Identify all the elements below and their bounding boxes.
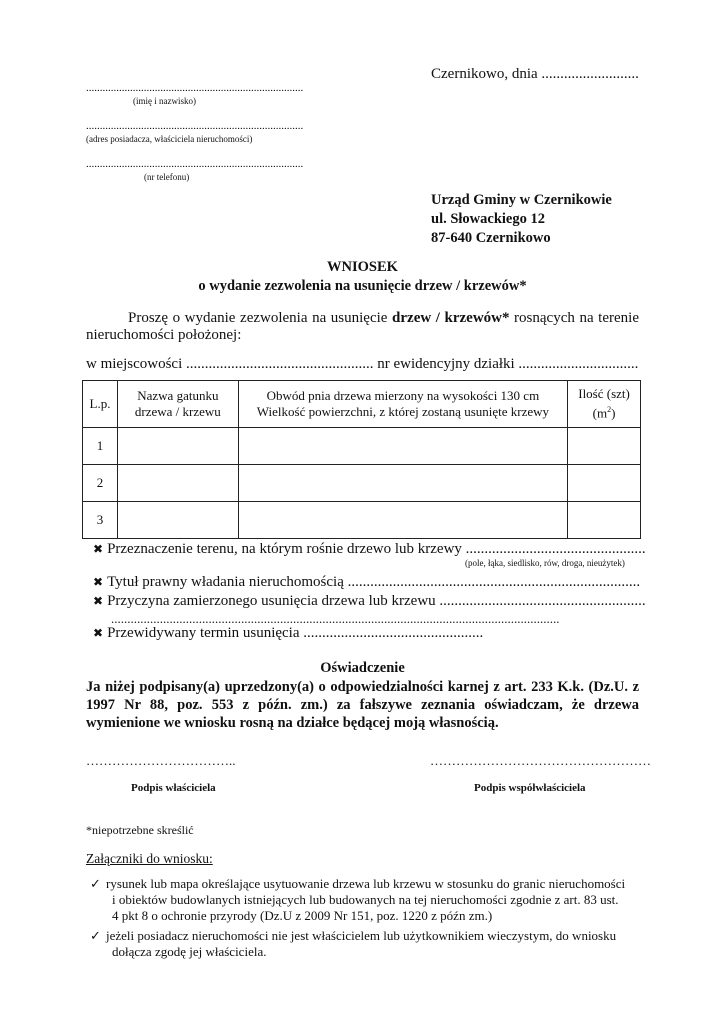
cross-mark-icon: ✖ <box>93 575 104 589</box>
owner-signature-line[interactable]: …………………………….. <box>86 753 236 768</box>
purpose-hint: (pole, łąka, siedlisko, rów, droga, nieużytek) <box>465 558 625 568</box>
quantity-cell[interactable] <box>568 428 641 465</box>
place-date-field[interactable]: Czernikowo, dnia .......................... <box>431 66 639 82</box>
legal-title-text: Tytuł prawny władania nieruchomością .............................................................................. <box>107 574 641 590</box>
table-row <box>83 465 641 502</box>
request-text-end: rosnących na terenie <box>509 310 639 326</box>
coowner-signature-label: Podpis współwłaściciela <box>474 782 586 794</box>
header-quantity-sup: 2 <box>607 405 612 415</box>
attachment-2-line-2: dołącza zgodę jej właściciela. <box>112 944 267 959</box>
list-item <box>90 876 650 924</box>
declaration-text: Ja niżej podpisany(a) uprzedzony(a) o odpowiedzialności karnej z art. 233 K.k. (Dz.U. z 1997 Nr 88, poz. 553 z późn. zm.) za fałszywe zeznania oświadczam, że drzewa wymienione we wniosku rosną na działce będącej moją własnością. <box>86 679 639 731</box>
coowner-signature-line[interactable]: …………………………………………… <box>430 753 651 768</box>
recipient-line-1: Urząd Gminy w Czernikowie <box>431 192 612 208</box>
header-quantity-close: ) <box>611 405 616 421</box>
request-paragraph <box>86 310 639 344</box>
list-item <box>90 928 650 960</box>
header-quantity-line-1: Ilość (szt) <box>578 386 630 402</box>
recipient-line-2: ul. Słowackiego 12 <box>431 211 545 227</box>
header-quantity-line-2 <box>568 402 640 421</box>
header-circumference-line-1: Obwód pnia drzewa mierzony na wysokości 130 cm <box>266 388 540 403</box>
cross-mark-icon: ✖ <box>93 594 104 608</box>
purpose-text: Przeznaczenie terenu, na którym rośnie drzewo lub krzewy ................................................ <box>107 541 646 557</box>
header-circumference <box>238 381 567 428</box>
term-field[interactable] <box>93 625 483 642</box>
species-cell[interactable] <box>117 465 238 502</box>
attachments-title: Załączniki do wniosku: <box>86 851 213 866</box>
circumference-cell[interactable] <box>238 428 567 465</box>
request-text-start: Proszę o wydanie zezwolenia na usunięcie <box>128 310 393 326</box>
header-lp: L.p. <box>83 381 118 428</box>
request-line-2: nieruchomości położonej: <box>86 327 242 343</box>
cross-mark-icon: ✖ <box>93 626 104 640</box>
check-mark-icon: ✓ <box>90 876 101 891</box>
table-row <box>83 502 641 539</box>
legal-title-field[interactable] <box>93 574 640 591</box>
term-text: Przewidywany termin usunięcia ................................................ <box>107 625 484 641</box>
purpose-field[interactable] <box>93 541 646 558</box>
attachment-2-line-1: jeżeli posiadacz nieruchomości nie jest właścicielem lub użytkownikiem wieczystym, do wniosku <box>106 928 617 943</box>
row-number: 2 <box>83 465 118 502</box>
name-field[interactable]: ............................................................................... <box>86 82 304 94</box>
request-line-1 <box>86 310 639 327</box>
header-species-line-1: Nazwa gatunku <box>137 388 219 403</box>
circumference-cell[interactable] <box>238 502 567 539</box>
phone-caption: (nr telefonu) <box>144 172 190 182</box>
footnote: *niepotrzebne skreślić <box>86 823 194 837</box>
species-cell[interactable] <box>117 502 238 539</box>
declaration-title: Oświadczenie <box>320 660 405 676</box>
location-field[interactable]: w miejscowości .................................................. nr ewidencyjny działki ................................ <box>86 356 639 372</box>
species-cell[interactable] <box>117 428 238 465</box>
recipient-line-3: 87-640 Czernikowo <box>431 230 551 246</box>
address-field[interactable]: ............................................................................... <box>86 120 304 132</box>
header-quantity-unit: (m <box>592 405 608 421</box>
header-species <box>117 381 238 428</box>
document-subtitle: o wydanie zezwolenia na usunięcie drzew / krzewów* <box>198 278 527 294</box>
reason-text: Przyczyna zamierzonego usunięcia drzewa lub krzewu ....................................................... <box>107 593 646 609</box>
cross-mark-icon: ✖ <box>93 542 104 556</box>
attachment-1-line-1: rysunek lub mapa określające usytuowanie drzewa lub krzewu w stosunku do granic nieruchomości <box>106 876 626 891</box>
recipient-address <box>431 191 612 248</box>
table-row <box>83 428 641 465</box>
owner-signature-label: Podpis właściciela <box>131 782 216 794</box>
name-caption: (imię i nazwisko) <box>133 96 196 106</box>
document-title: WNIOSEK <box>327 259 398 275</box>
header-species-line-2: drzewa / krzewu <box>134 404 221 419</box>
header-circumference-line-2: Wielkość powierzchni, z której zostaną usunięte krzewy <box>256 404 550 419</box>
request-text-bold: drzew / krzewów* <box>392 310 510 326</box>
quantity-cell[interactable] <box>568 465 641 502</box>
phone-field[interactable]: ............................................................................... <box>86 158 304 170</box>
check-mark-icon: ✓ <box>90 928 101 943</box>
reason-field[interactable] <box>93 593 646 610</box>
address-caption: (adres posiadacza, właściciela nieruchomości) <box>86 134 253 144</box>
attachments-list <box>90 876 650 962</box>
table-header-row <box>83 381 641 428</box>
header-quantity <box>568 381 641 428</box>
row-number: 3 <box>83 502 118 539</box>
attachment-1-line-3: 4 pkt 8 o ochronie przyrody (Dz.U z 2009 Nr 151, poz. 1220 z późn zm.) <box>112 908 493 923</box>
row-number: 1 <box>83 428 118 465</box>
circumference-cell[interactable] <box>238 465 567 502</box>
quantity-cell[interactable] <box>568 502 641 539</box>
trees-table <box>82 380 641 539</box>
attachment-1-line-2: i obiektów budowlanych istniejących lub budowanych na tej nieruchomości zgodnie z art. 83 ust. <box>112 892 619 907</box>
reason-continuation-field[interactable]: .......................................................................................................................................... <box>111 611 560 626</box>
